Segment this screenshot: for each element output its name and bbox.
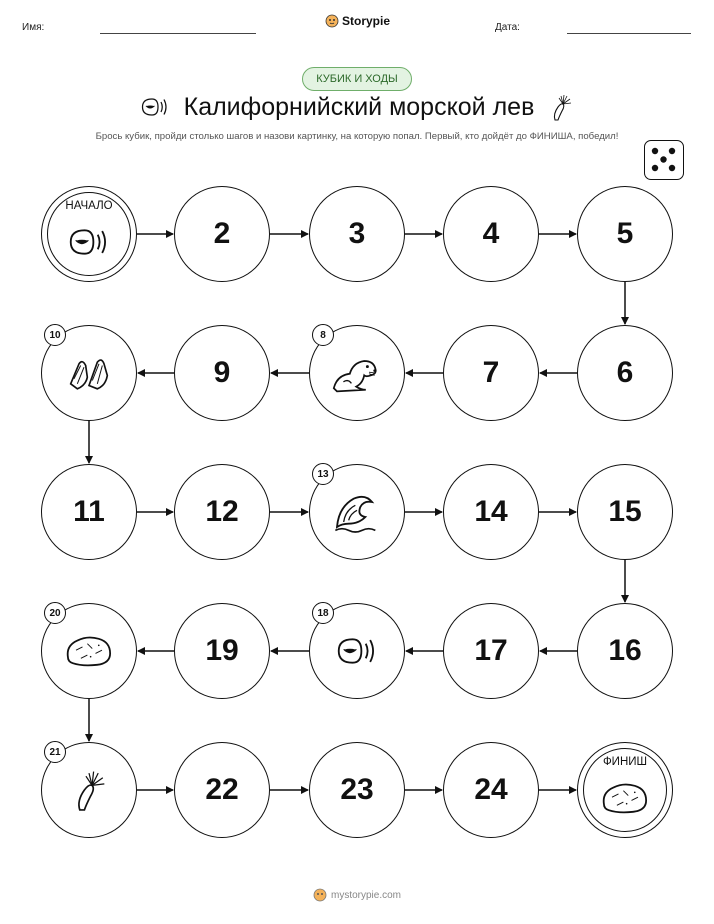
board-cell-19[interactable] [174,603,270,699]
cell-number-badge: 10 [44,324,66,346]
cell-number: 12 [205,495,239,528]
cell-number: 9 [213,356,231,389]
cell-number: 14 [474,495,508,528]
board-cell-18[interactable] [309,603,405,699]
cell-number-badge: 21 [44,741,66,763]
cell-number: 3 [348,217,366,250]
cell-number: 22 [205,773,239,806]
mouth-speaking-icon [67,223,111,261]
flippers-icon [64,352,114,394]
board-cell-15[interactable] [577,464,673,560]
board-cell-21[interactable] [41,742,137,838]
cell-number: 24 [474,773,508,806]
board-cell-2[interactable] [174,186,270,282]
sea-lion-icon [329,351,385,395]
cell-number: 17 [474,634,508,667]
name-label: Имя: [22,22,45,33]
board-cell-6[interactable] [577,325,673,421]
board-cell-13[interactable] [309,464,405,560]
cell-number: 6 [616,356,634,389]
start-label: НАЧАЛО [65,200,113,212]
cell-number: 19 [205,634,239,667]
mouth-speaking-icon [335,632,379,670]
board-cell-17[interactable] [443,603,539,699]
footer [0,888,714,902]
cell-number-badge: 18 [312,602,334,624]
board-cell-9[interactable] [174,325,270,421]
board-cell-5[interactable] [577,186,673,282]
cell-number-badge: 8 [312,324,334,346]
brand-name: Storypie [342,14,391,28]
sea-anemone-icon [69,767,109,813]
board-cell-20[interactable] [41,603,137,699]
board-cell-8[interactable] [309,325,405,421]
board-cell-22[interactable] [174,742,270,838]
activity-tag: КУБИК И ХОДЫ [302,67,412,91]
wave-icon [332,490,382,534]
cell-number: 5 [616,217,634,250]
finish-label: ФИНИШ [602,756,648,768]
board-cell-24[interactable] [443,742,539,838]
cell-number: 23 [340,773,374,806]
board-cell-10[interactable] [41,325,137,421]
cell-number: 2 [213,217,231,250]
board-cell-16[interactable] [577,603,673,699]
instructions-text: Брось кубик, пройди столько шагов и назови картинку, на которую попал. Первый, кто дойдёт до ФИНИША, победил! [95,131,619,142]
footer-site[interactable]: mystorypie.com [330,889,401,901]
cell-number: 15 [608,495,642,528]
storypie-mascot-icon [313,888,327,902]
start-cell[interactable] [41,186,137,282]
board-cell-14[interactable] [443,464,539,560]
rock-icon [599,779,651,817]
finish-cell[interactable] [577,742,673,838]
board-cell-23[interactable] [309,742,405,838]
board-cell-3[interactable] [309,186,405,282]
cell-number-badge: 20 [44,602,66,624]
cell-number: 11 [73,495,105,528]
cell-number-badge: 13 [312,463,334,485]
board-cell-12[interactable] [174,464,270,560]
cell-number: 7 [482,356,500,389]
board-cell-7[interactable] [443,325,539,421]
cell-number: 16 [608,634,642,667]
date-label: Дата: [495,22,520,33]
rock-icon [63,632,115,670]
cell-number: 4 [482,217,500,250]
board-cell-4[interactable] [443,186,539,282]
page-title: Калифорнийский морской лев [183,92,535,121]
board-cell-11[interactable] [41,464,137,560]
